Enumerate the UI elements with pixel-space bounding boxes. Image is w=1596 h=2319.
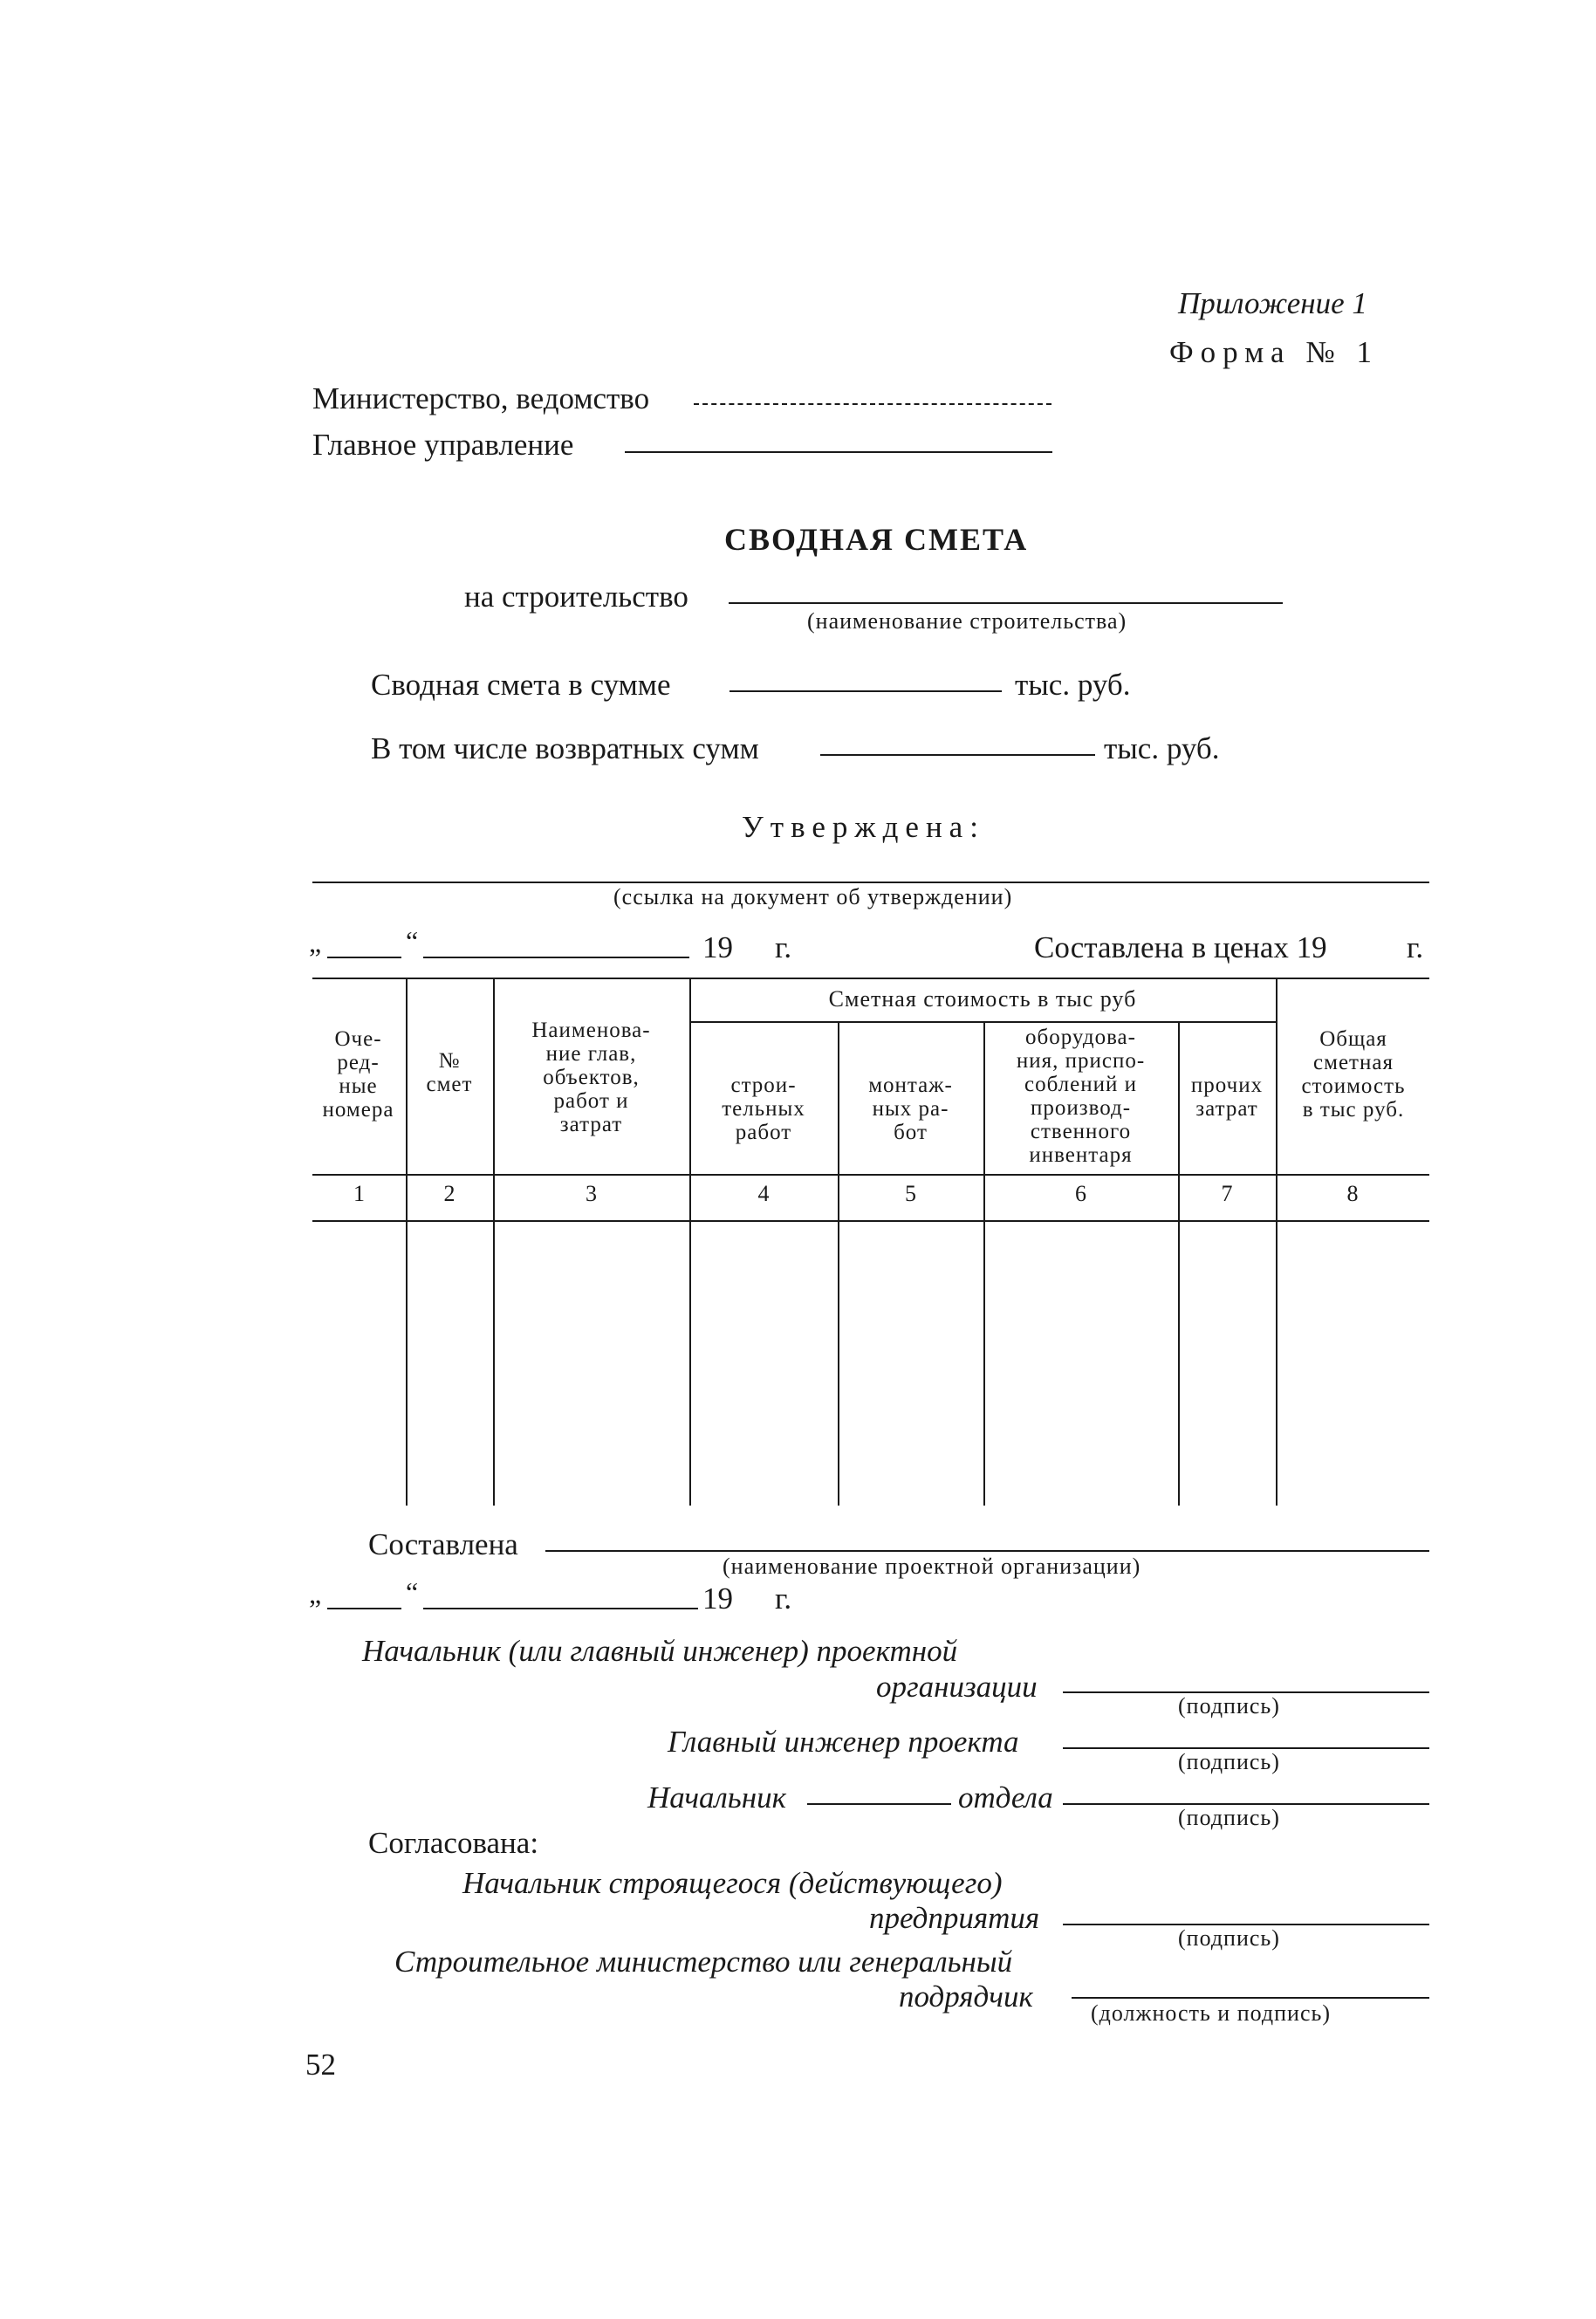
chief-title-line2: организации [876,1670,1038,1704]
approval-year: 19 [702,930,733,964]
header-equipment: оборудова- ния, приспо- соблений и производ- ственного инвентаря [1016,1026,1146,1167]
prices-label: Составлена в ценах 19 [1034,930,1327,964]
approval-month-line [423,957,689,958]
head-dept-line [807,1803,951,1805]
return-sum-unit: тыс. руб. [1104,731,1220,765]
col-number-4: 4 [757,1181,770,1206]
department-label: Главное управление [312,428,574,462]
header-installation-work: монтаж- ных ра- бот [868,1074,953,1144]
approval-quote-open: „ [309,927,322,958]
construction-line [729,602,1283,604]
compiled-year: 19 [702,1581,733,1616]
approval-heading: Утверждена: [742,810,985,844]
header-estimate-number: № смет [426,1049,473,1096]
header-construction-work: строи- тельных работ [722,1074,805,1144]
col-number-7: 7 [1221,1181,1233,1206]
table-top-rule [312,978,1429,979]
compiled-quote-open: „ [309,1578,322,1609]
compiled-day-line [327,1608,401,1609]
approval-ref-caption: (ссылка на документ об утверждении) [613,884,1013,909]
sum-label: Сводная смета в сумме [371,668,671,702]
compiled-org-line [545,1550,1429,1552]
ministry-title-line2: подрядчик [899,1979,1033,2014]
ministry-line [694,403,1051,405]
approval-quote-close: “ [406,925,419,957]
approval-ref-line [312,882,1429,883]
construction-caption: (наименование строительства) [807,608,1127,634]
department-line [625,451,1052,453]
col-number-1: 1 [353,1181,365,1206]
compiled-quote-close: “ [406,1576,419,1608]
ministry-label: Министерство, ведомство [312,381,650,415]
header-other-costs: прочих затрат [1190,1074,1264,1121]
prices-year-suffix: г. [1407,930,1424,964]
group-header: Сметная стоимость в тыс руб [828,986,1137,1012]
document-title: СВОДНАЯ СМЕТА [724,522,1029,557]
head-signature-caption: (подпись) [1178,1805,1280,1830]
group-header-rule [689,1021,1276,1023]
construction-label: на строительство [464,580,688,614]
agreed-label: Согласована: [368,1826,539,1860]
form-number: Форма № 1 [1169,335,1379,369]
header-bottom-rule [312,1174,1429,1176]
builder-signature-caption: (подпись) [1178,1925,1280,1951]
col-number-8: 8 [1346,1181,1359,1206]
sum-unit: тыс. руб. [1015,668,1131,702]
compiled-month-line [423,1608,698,1609]
compiled-org-caption: (наименование проектной организации) [723,1554,1141,1579]
head-title-prefix: Начальник [647,1780,786,1815]
ministry-signature-caption: (должность и подпись) [1091,2000,1331,2026]
return-sum-line [820,754,1095,756]
page-number: 52 [305,2048,336,2082]
chief-signature-caption: (подпись) [1178,1693,1280,1719]
ministry-signature-line [1072,1997,1429,1999]
col-number-5: 5 [905,1181,916,1206]
col-number-6: 6 [1075,1181,1086,1206]
ministry-title-line1: Строительное министерство или генеральный [394,1945,1013,1979]
col-divider-3 [689,978,691,1506]
header-total-cost: Общая сметная стоимость в тыс руб. [1301,1027,1406,1122]
compiled-year-suffix: г. [775,1581,792,1616]
gip-title: Главный инженер проекта [668,1725,1019,1759]
builder-title-line1: Начальник строящегося (действующего) [462,1866,1003,1900]
header-queue-numbers: Оче- ред- ные номера [322,1027,394,1122]
approval-day-line [327,957,401,958]
col-number-2: 2 [443,1181,456,1206]
builder-title-line2: предприятия [869,1901,1040,1935]
numbers-bottom-rule [312,1220,1429,1222]
gip-signature-caption: (подпись) [1178,1749,1280,1774]
sum-line [730,690,1002,692]
approval-year-suffix: г. [775,930,792,964]
chief-title-line1: Начальник (или главный инженер) проектной [362,1634,958,1668]
appendix-label: Приложение 1 [1178,286,1367,320]
header-item-name: Наименова- ние глав, объектов, работ и затрат [531,1019,651,1136]
return-sum-label: В том числе возвратных сумм [371,731,759,765]
head-title-suffix: отдела [958,1780,1053,1815]
col-number-3: 3 [586,1181,597,1206]
compiled-label: Составлена [368,1527,518,1561]
